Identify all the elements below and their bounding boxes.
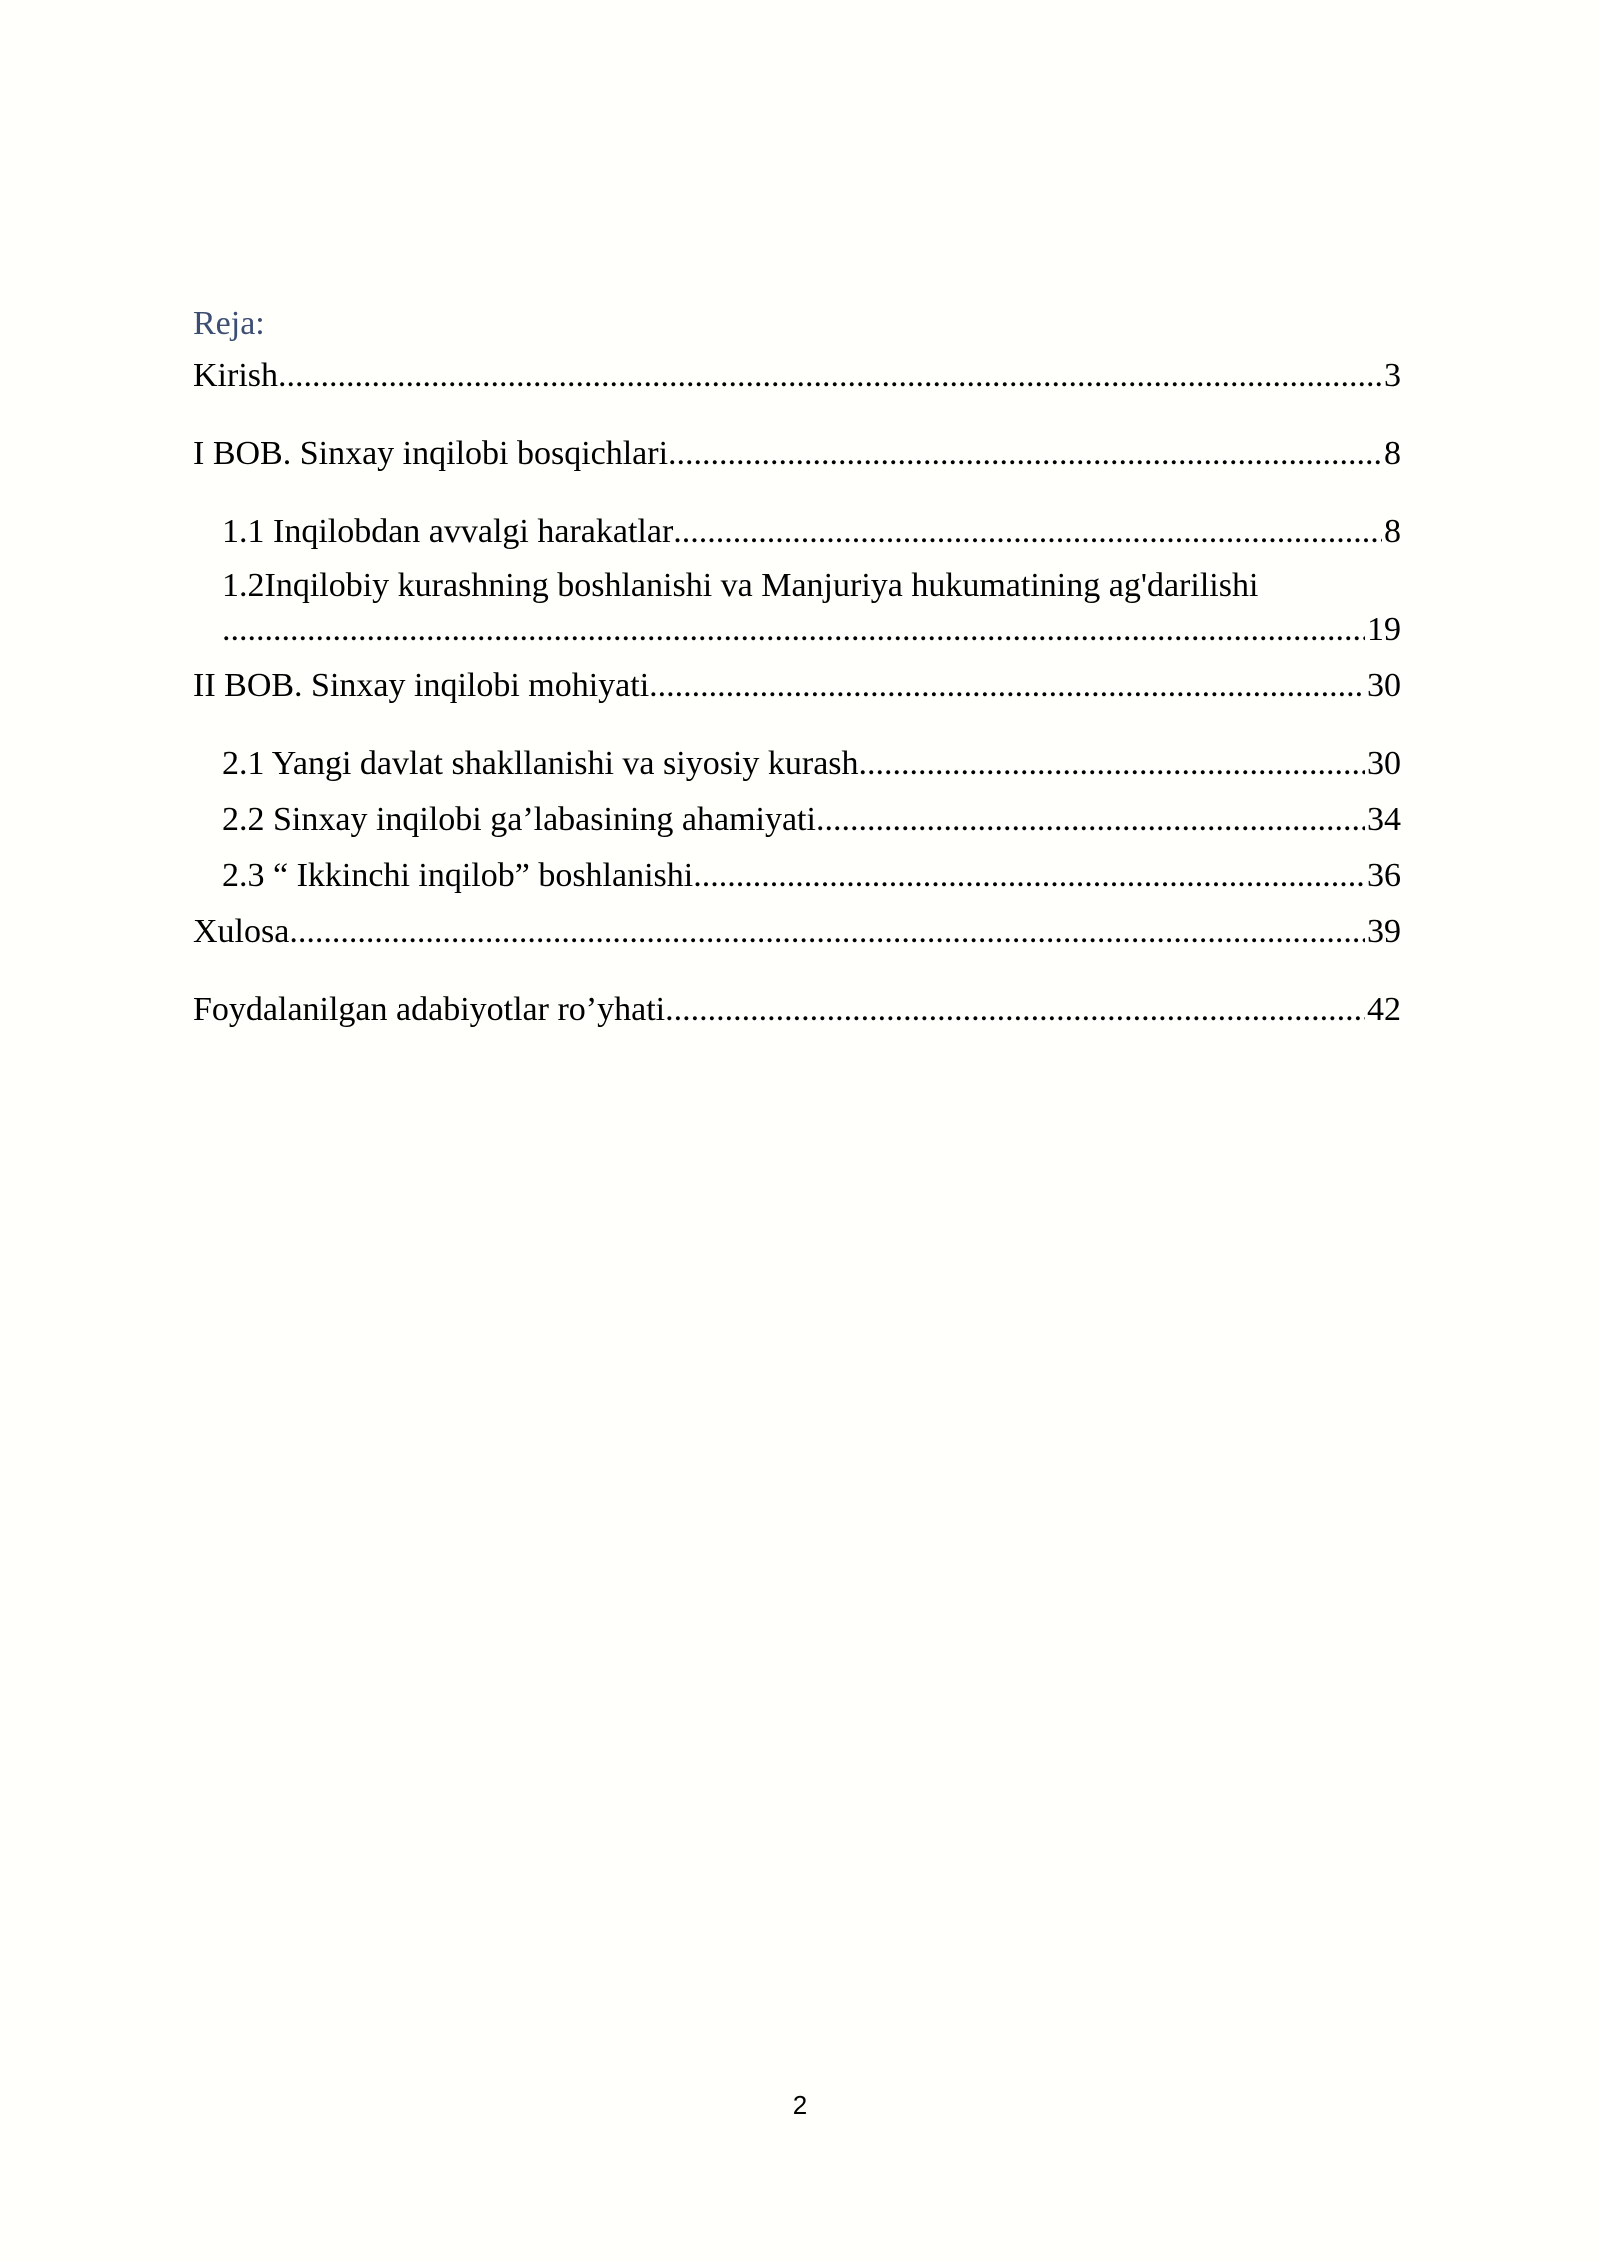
toc-entry-section-2-2[interactable] (222, 798, 1401, 842)
toc-entry-page: 8 (1384, 435, 1401, 472)
toc-entry-section-1-2-label[interactable]: 1.2Inqilobiy kurashning boshlanishi va Manjuriya hukumatining ag'darilishi (222, 567, 1259, 604)
toc-entry-section-2-1[interactable] (222, 742, 1401, 786)
toc-dot-leader (859, 742, 1365, 786)
toc-entry-page: 19 (1367, 611, 1401, 648)
toc-entry-xulosa[interactable] (193, 910, 1401, 954)
toc-entry-kirish[interactable] (193, 354, 1401, 398)
toc-dot-leader (673, 510, 1382, 554)
toc-dot-leader (665, 988, 1365, 1032)
toc-dot-leader (668, 432, 1382, 476)
toc-dot-leader (222, 608, 1365, 652)
toc-dot-leader (278, 354, 1382, 398)
toc-entry-label: Kirish (193, 357, 278, 394)
toc-entry-page: 42 (1367, 991, 1401, 1028)
toc-entry-section-1-2[interactable] (222, 608, 1401, 652)
toc-entry-page: 30 (1367, 667, 1401, 704)
toc-entry-section-1-1[interactable] (222, 510, 1401, 554)
toc-entry-bibliography[interactable] (193, 988, 1401, 1032)
toc-entry-label: Xulosa (193, 913, 290, 950)
toc-entry-label: 2.3 “ Ikkinchi inqilob” boshlanishi (222, 857, 694, 894)
toc-entry-label: 2.2 Sinxay inqilobi ga’labasining ahamiyati (222, 801, 816, 838)
toc-entry-label: I BOB. Sinxay inqilobi bosqichlari (193, 435, 669, 472)
toc-entry-section-2-3[interactable] (222, 854, 1401, 898)
toc-entry-label: 2.1 Yangi davlat shakllanishi va siyosiy kurash (222, 745, 859, 782)
toc-entry-page: 34 (1367, 801, 1401, 838)
toc-entry-page: 8 (1384, 513, 1401, 550)
toc-entry-page: 30 (1367, 745, 1401, 782)
toc-entry-label: Foydalanilgan adabiyotlar ro’yhati (193, 991, 666, 1028)
toc-entry-page: 39 (1367, 913, 1401, 950)
toc-dot-leader (693, 854, 1365, 898)
toc-title: Reja: (193, 305, 265, 342)
toc-entry-page: 3 (1384, 357, 1401, 394)
toc-entry-label: II BOB. Sinxay inqilobi mohiyati (193, 667, 650, 704)
toc-entry-chapter-1[interactable] (193, 432, 1401, 476)
toc-dot-leader (649, 664, 1365, 708)
page-number: 2 (792, 2090, 808, 2120)
toc-dot-leader (816, 798, 1365, 842)
toc-entry-chapter-2[interactable] (193, 664, 1401, 708)
toc-entry-label: 1.1 Inqilobdan avvalgi harakatlar (222, 513, 674, 550)
toc-entry-page: 36 (1367, 857, 1401, 894)
toc-dot-leader (289, 910, 1365, 954)
